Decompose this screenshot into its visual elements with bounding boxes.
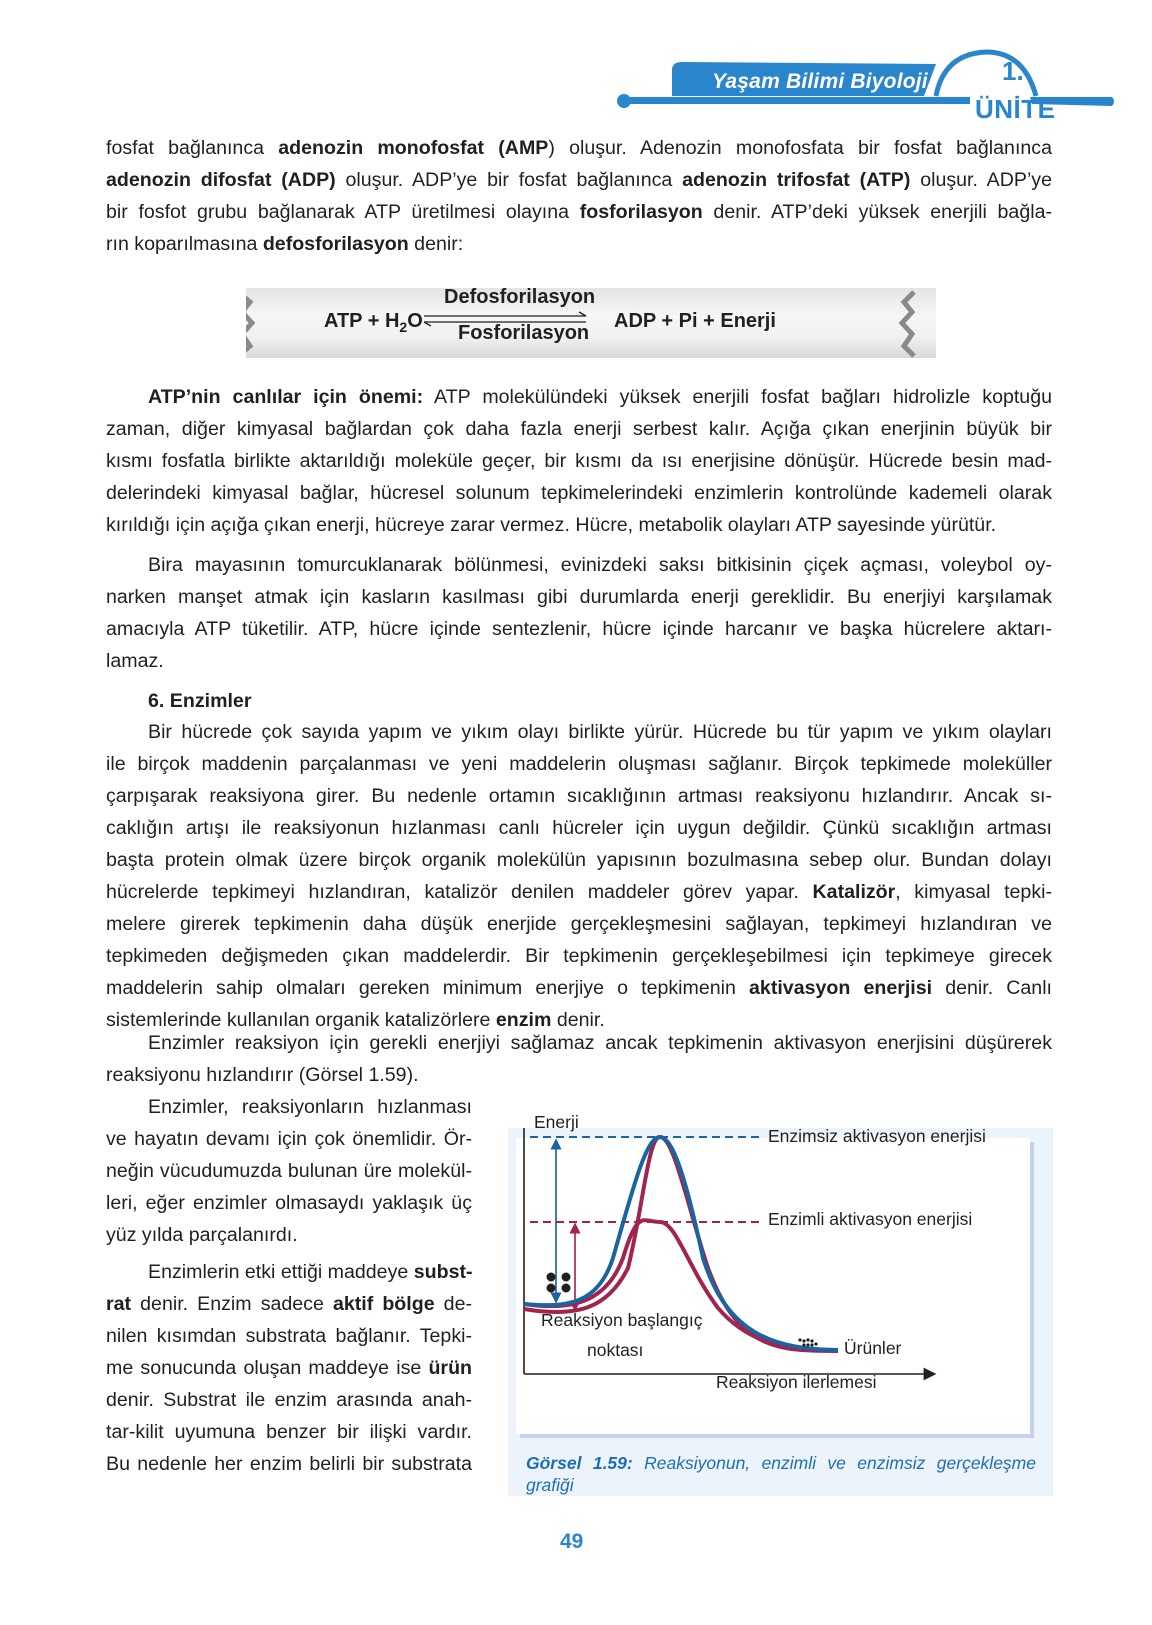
page-header [0, 0, 1152, 130]
bold-term: subst- [413, 1261, 473, 1283]
text-line: denir. Substrat ile enzim arasında anah- [106, 1389, 472, 1411]
text-line: zaman, diğer kimyasal bağlardan çok daha fazla enerji serbest kalır. Açığa çıkan enerjinin büyük bir [106, 418, 1052, 440]
reactant-molecule [547, 1273, 556, 1282]
bold-term: rat [106, 1293, 132, 1315]
text-line: neğin vücudumuzda bulunan üre molekül- [106, 1160, 472, 1182]
text-line: Bir hücrede çok sayıda yapım ve yıkım olayı birlikte yürür. Hücrede bu tür yapım ve yıkım olayları [148, 721, 1052, 743]
bold-term: aktivasyon enerjisi [749, 977, 933, 999]
page-number: 49 [560, 1530, 584, 1553]
text-line: Enzimlerin etki ettiği maddeye subst- [148, 1261, 473, 1283]
text-line: yüz yılda parçalanırdı. [106, 1224, 298, 1246]
reactant-molecule [562, 1273, 571, 1282]
start-point-label-2: noktası [587, 1340, 644, 1360]
figure-activation-energy-graph [508, 1112, 1053, 1496]
x-axis-label: Reaksiyon ilerlemesi [716, 1372, 877, 1392]
text-line: Enzimler, reaksiyonların hızlanması [148, 1096, 472, 1118]
text-line: me sonucunda oluşan maddeye ise ürün [106, 1357, 472, 1379]
text-line: nilen kısımdan substrata bağlanır. Tepki- [106, 1325, 472, 1347]
figure-caption [526, 1452, 1036, 1496]
text-line: reaksiyonu hızlandırır (Görsel 1.59). [106, 1064, 419, 1086]
section-heading-text: 6. Enzimler [148, 690, 252, 712]
reactant-molecule [562, 1284, 571, 1293]
figure-caption-text: Reaksiyonun, enzimli ve enzimsiz gerçekleşme grafiği [526, 1453, 1036, 1495]
bold-term: defosforilasyon [262, 233, 409, 255]
text-line: kısmı fosfatla birlikte aktarıldığı moleküle geçer, bir kısmı da ısı enerjisine dönüşür. Hücrede besin mad- [106, 450, 1052, 472]
products-label: Ürünler [844, 1338, 902, 1358]
y-axis-label: Enerji [534, 1112, 579, 1132]
text-line: adenozin difosfat (ADP) oluşur. ADP’ye bir fosfat bağlanınca adenozin trifosfat (ATP) oluşur. ADP’ye [106, 169, 1052, 191]
paragraph-enzymes-importance [106, 1091, 472, 1251]
text-line: başta protein olmak üzere birçok organik molekülün yapısının bozulmasına sebep olur. Bundan dolayı [106, 849, 1052, 871]
text-line: Bu nedenle her enzim belirli bir substrata [106, 1453, 472, 1475]
paragraph-atp-intro [106, 132, 1052, 260]
text-line: ve hayatın devamı için çok önemlidir. Ör- [106, 1128, 472, 1150]
text-line: tar-kilit uyumuna benzer bir ilişki vardır. [106, 1421, 472, 1443]
paragraph-enzymes-activation [106, 1027, 1052, 1091]
text-line: bir fosfot grubu bağlanarak ATP üretilmesi olayına fosforilasyon denir. ATP’deki yüksek enerjili bağla- [106, 201, 1052, 223]
reverse-reaction-label: Fosforilasyon [458, 322, 590, 344]
reactant-molecule [547, 1284, 556, 1293]
text-line: sistemlerinde kullanılan organik katalizörlere enzim denir. [106, 1009, 605, 1031]
paragraph-atp-importance [106, 381, 1052, 541]
text-line: rat denir. Enzim sadece aktif bölge de- [106, 1293, 472, 1315]
product-molecules [798, 1338, 817, 1346]
bold-term: adenozin trifosfat (ATP) [682, 169, 911, 191]
figure-caption-number: Görsel 1.59: [526, 1453, 633, 1473]
reaction-reactants: ATP + $H_2O$ [324, 310, 423, 335]
book-title: Yaşam Bilimi Biyoloji [712, 70, 928, 93]
text-line: amacıyla ATP tüketilir. ATP, hücre içinde sentezlenir, hücre içinde harcanır ve başka hücrelere aktarı- [106, 618, 1052, 640]
bold-term: Katalizör [812, 881, 896, 903]
bold-term: aktif bölge [332, 1293, 435, 1315]
text-line: çarpışarak reaksiyona girer. Bu nedenle ortamın sıcaklığının artması reaksiyonu hızlandırır. Ancak sı- [106, 785, 1052, 807]
text-line: fosfat bağlanınca adenozin monofosfat (AMP) oluşur. Adenozin monofosfata bir fosfat bağlanınca [106, 137, 1052, 159]
paragraph-substrate [106, 1256, 472, 1480]
text-line: hücrelerde tepkimeyi hızlandıran, katalizör denilen maddeler görev yapar. Katalizör, kimyasal tepki- [106, 881, 1052, 903]
bold-term: ürün [428, 1357, 472, 1379]
text-line: maddelerin sahip olmaları gereken minimum enerjiye o tepkimenin aktivasyon enerjisi denir. Canlı [106, 977, 1053, 999]
text-line: leri, eğer enzimler olmasaydı yaklaşık üç [106, 1192, 472, 1214]
bold-term: adenozin difosfat (ADP) [106, 169, 336, 191]
text-line: Bira mayasının tomurcuklanarak bölünmesi, evinizdeki saksı bitkisinin çiçek açması, voleybol oy- [148, 554, 1052, 576]
paragraph-enzymes-intro [106, 716, 1052, 1036]
text-line: lamaz. [106, 650, 164, 672]
catalyzed-label: Enzimli aktivasyon enerjisi [768, 1209, 973, 1229]
bold-term: enzim [495, 1009, 552, 1031]
text-line: melere girerek tepkimenin daha düşük enerjide gerçekleşmesini sağlayan, tepkimeyi hızlandıran ve [106, 913, 1052, 935]
bold-term: adenozin monofosfat (AMP [278, 137, 549, 159]
text-line: caklığın artışı ile reaksiyonun hızlanması canlı hücreler için uygun değildir. Çünkü sıcaklığın artması [106, 817, 1052, 839]
uncatalyzed-label: Enzimsiz aktivasyon enerjisi [768, 1126, 986, 1146]
text-line: ile birçok maddenin parçalanması ve yeni maddelerin oluşması sağlanır. Birçok tepkimede moleküller [106, 753, 1052, 775]
paragraph-atp-usage [106, 549, 1052, 677]
bold-term: ATP’nin canlılar için önemi: [148, 386, 424, 408]
text-line: narken manşet atmak için kasların kasılması gibi durumlarda enerji gereklidir. Bu enerjiyi karşılamak [106, 586, 1052, 608]
reaction-equation-box [246, 288, 936, 358]
text-line: ATP’nin canlılar için önemi: ATP molekülündeki yüksek enerjili fosfat bağları hidrolizle koptuğu [148, 386, 1053, 408]
text-line: Enzimler reaksiyon için gerekli enerjiyi sağlamaz ancak tepkimenin aktivasyon enerjisini düşürerek [148, 1032, 1052, 1054]
start-point-label: Reaksiyon başlangıç [541, 1310, 703, 1330]
reaction-products: ADP + Pi + Enerji [614, 310, 776, 332]
bold-term: fosforilasyon [579, 201, 703, 223]
text-line: rın koparılmasına defosforilasyon denir: [106, 233, 464, 255]
unit-number: 1. [1002, 56, 1024, 86]
unit-label: ÜNİTE [975, 94, 1056, 124]
forward-reaction-label: Defosforilasyon [444, 286, 596, 308]
text-line: delerindeki kimyasal bağlar, hücresel solunum tepkimelerindeki enzimlerin kontrolünde kademeli olarak [106, 482, 1052, 504]
section-heading [106, 685, 1052, 717]
text-line: tepkimeden değişmeden çıkan maddelerdir. Bir tepkimenin gerçekleşebilmesi için tepkimeye girecek [106, 945, 1052, 967]
text-line: kırıldığı için açığa çıkan enerji, hücreye zarar vermez. Hücre, metabolik olayları ATP sayesinde yürütür. [106, 514, 997, 536]
